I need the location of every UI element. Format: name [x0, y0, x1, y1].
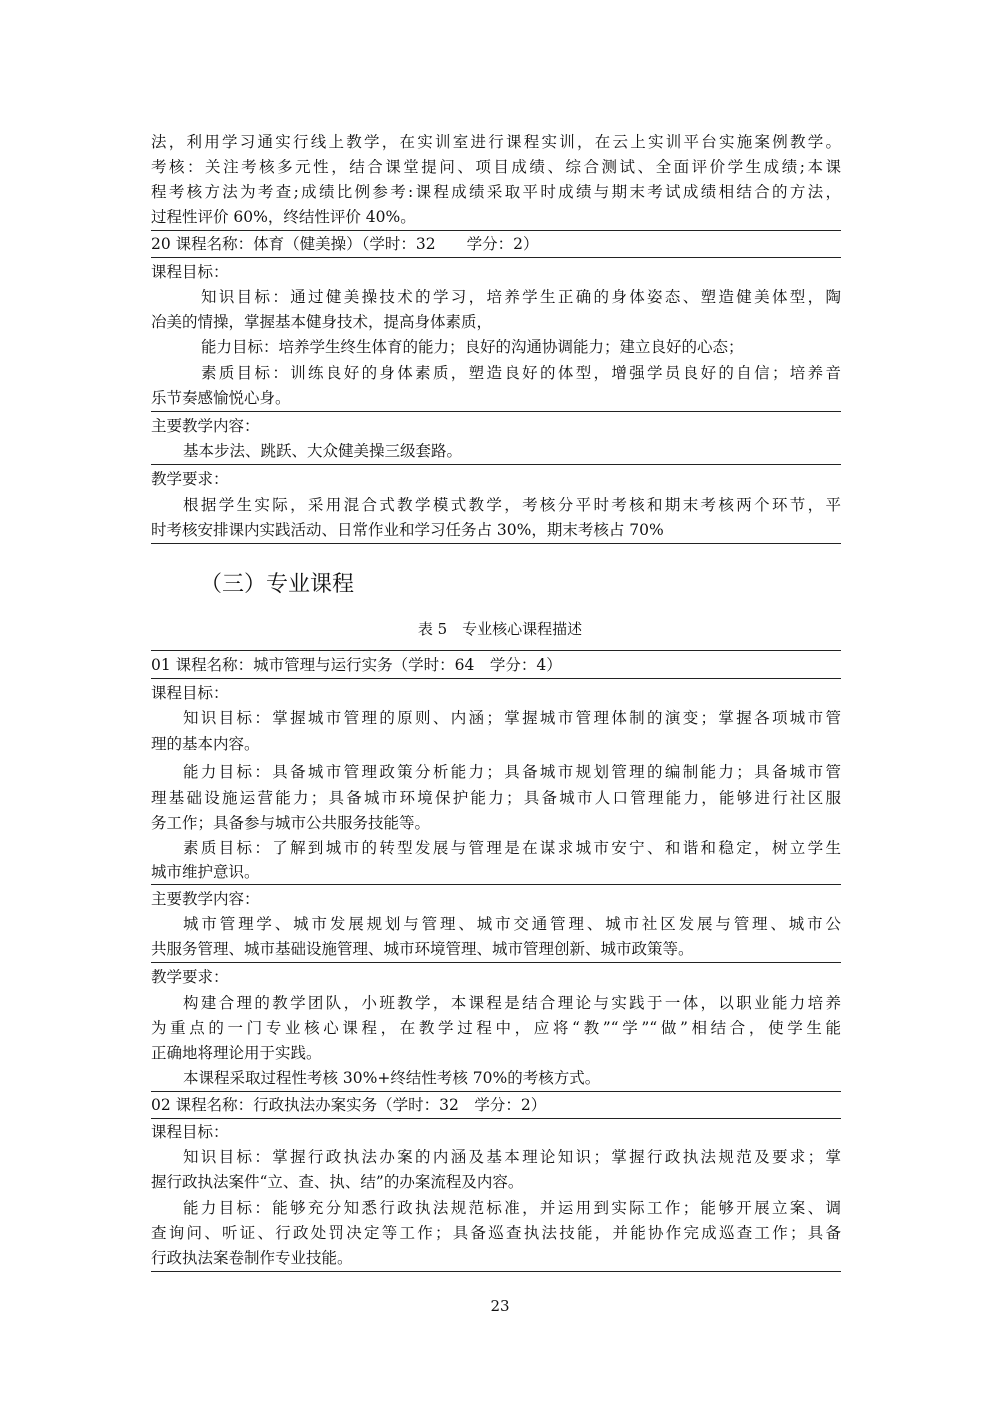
paragraph-line: 素质目标：了解到城市的转型发展与管理是在谋求城市安宁、和谐和稳定，树立学生 [183, 839, 841, 857]
paragraph-line: 根据学生实际，采用混合式教学模式教学，考核分平时考核和期末考核两个环节，平 [183, 496, 841, 514]
paragraph-line: 构建合理的教学团队，小班教学，本课程是结合理论与实践于一体，以职业能力培养 [183, 994, 841, 1012]
table-rule [151, 411, 841, 412]
paragraph-line: 程考核方法为考查;成绩比例参考:课程成绩采取平时成绩与期末考试成绩相结合的方法， [151, 183, 841, 201]
section-header: 课程目标： [151, 684, 229, 702]
paragraph-line: 时考核安排课内实践活动、日常作业和学习任务占 30%，期末考核占 70% [151, 521, 664, 539]
table-rule [151, 962, 841, 963]
paragraph-line: 法，利用学习通实行线上教学，在实训室进行课程实训，在云上实训平台实施案例教学。 [151, 133, 841, 151]
paragraph-line: 本课程采取过程性考核 30%+终结性考核 70%的考核方式。 [183, 1069, 601, 1087]
paragraph-line: 能力目标：能够充分知悉行政执法规范标准，并运用到实际工作；能够开展立案、调 [183, 1199, 841, 1217]
paragraph-line: 理的基本内容。 [151, 735, 260, 753]
course-title: 02 课程名称：行政执法办案实务（学时：32 学分：2） [151, 1096, 547, 1114]
section-header: 教学要求： [151, 968, 229, 986]
paragraph-line: 冶美的情操，掌握基本健身技术，提高身体素质， [151, 313, 493, 331]
paragraph-line: 正确地将理论用于实践。 [151, 1044, 322, 1062]
paragraph-line: 查询问、听证、行政处罚决定等工作；具备巡查执法技能，并能协作完成巡查工作；具备 [151, 1224, 841, 1242]
table-rule [151, 1271, 841, 1272]
section-header: 主要教学内容： [151, 890, 260, 908]
section-header: 课程目标： [151, 263, 229, 281]
table-rule [151, 257, 841, 258]
paragraph-line: 素质目标：训练良好的身体素质，塑造良好的体型，增强学员良好的自信；培养音 [201, 364, 841, 382]
table-rule [151, 1091, 841, 1092]
paragraph-line: 共服务管理、城市基础设施管理、城市环境管理、城市管理创新、城市政策等。 [151, 940, 694, 958]
paragraph-line: 城市维护意识。 [151, 863, 260, 881]
paragraph-line: 知识目标：掌握行政执法办案的内涵及基本理论知识；掌握行政执法规范及要求；掌 [183, 1148, 841, 1166]
paragraph-line: 能力目标：具备城市管理政策分析能力；具备城市规划管理的编制能力；具备城市管 [183, 763, 841, 781]
table-rule [151, 884, 841, 885]
paragraph-line: 乐节奏感愉悦心身。 [151, 389, 291, 407]
table-rule [151, 543, 841, 544]
table-caption: 表 5 专业核心课程描述 [417, 620, 583, 638]
table-rule [151, 230, 841, 231]
section-header: 主要教学内容： [151, 417, 260, 435]
paragraph-line: 考核：关注考核多元性，结合课堂提问、项目成绩、综合测试、全面评价学生成绩;本课 [151, 158, 841, 176]
section-header: 课程目标： [151, 1123, 229, 1141]
course-title: 20 课程名称：体育（健美操）（学时：32 学分：2） [151, 235, 539, 253]
section-header: 教学要求： [151, 470, 229, 488]
course-title: 01 课程名称：城市管理与运行实务（学时：64 学分：4） [151, 656, 562, 674]
paragraph-line: 握行政执法案件“立、查、执、结”的办案流程及内容。 [151, 1173, 524, 1191]
page-number: 23 [490, 1297, 510, 1315]
paragraph-line: 能力目标：培养学生终生体育的能力；良好的沟通协调能力；建立良好的心态； [201, 338, 744, 356]
table-rule [151, 464, 841, 465]
paragraph-line: 行政执法案卷制作专业技能。 [151, 1249, 353, 1267]
paragraph-line: 基本步法、跳跃、大众健美操三级套路。 [183, 442, 463, 460]
paragraph-line: 知识目标：通过健美操技术的学习，培养学生正确的身体姿态、塑造健美体型，陶 [201, 288, 841, 306]
paragraph-line: 理基础设施运营能力；具备城市环境保护能力；具备城市人口管理能力，能够进行社区服 [151, 789, 841, 807]
table-rule [151, 1118, 841, 1119]
table-rule [151, 650, 841, 651]
paragraph-line: 城市管理学、城市发展规划与管理、城市交通管理、城市社区发展与管理、城市公 [183, 915, 841, 933]
section-title: （三）专业课程 [200, 572, 355, 597]
paragraph-line: 过程性评价 60%，终结性评价 40%。 [151, 208, 416, 226]
table-rule [151, 678, 841, 679]
paragraph-line: 为重点的一门专业核心课程，在教学过程中，应将“教”“学”“做”相结合，使学生能 [151, 1019, 841, 1037]
paragraph-line: 知识目标：掌握城市管理的原则、内涵；掌握城市管理体制的演变；掌握各项城市管 [183, 709, 841, 727]
paragraph-line: 务工作；具备参与城市公共服务技能等。 [151, 814, 431, 832]
